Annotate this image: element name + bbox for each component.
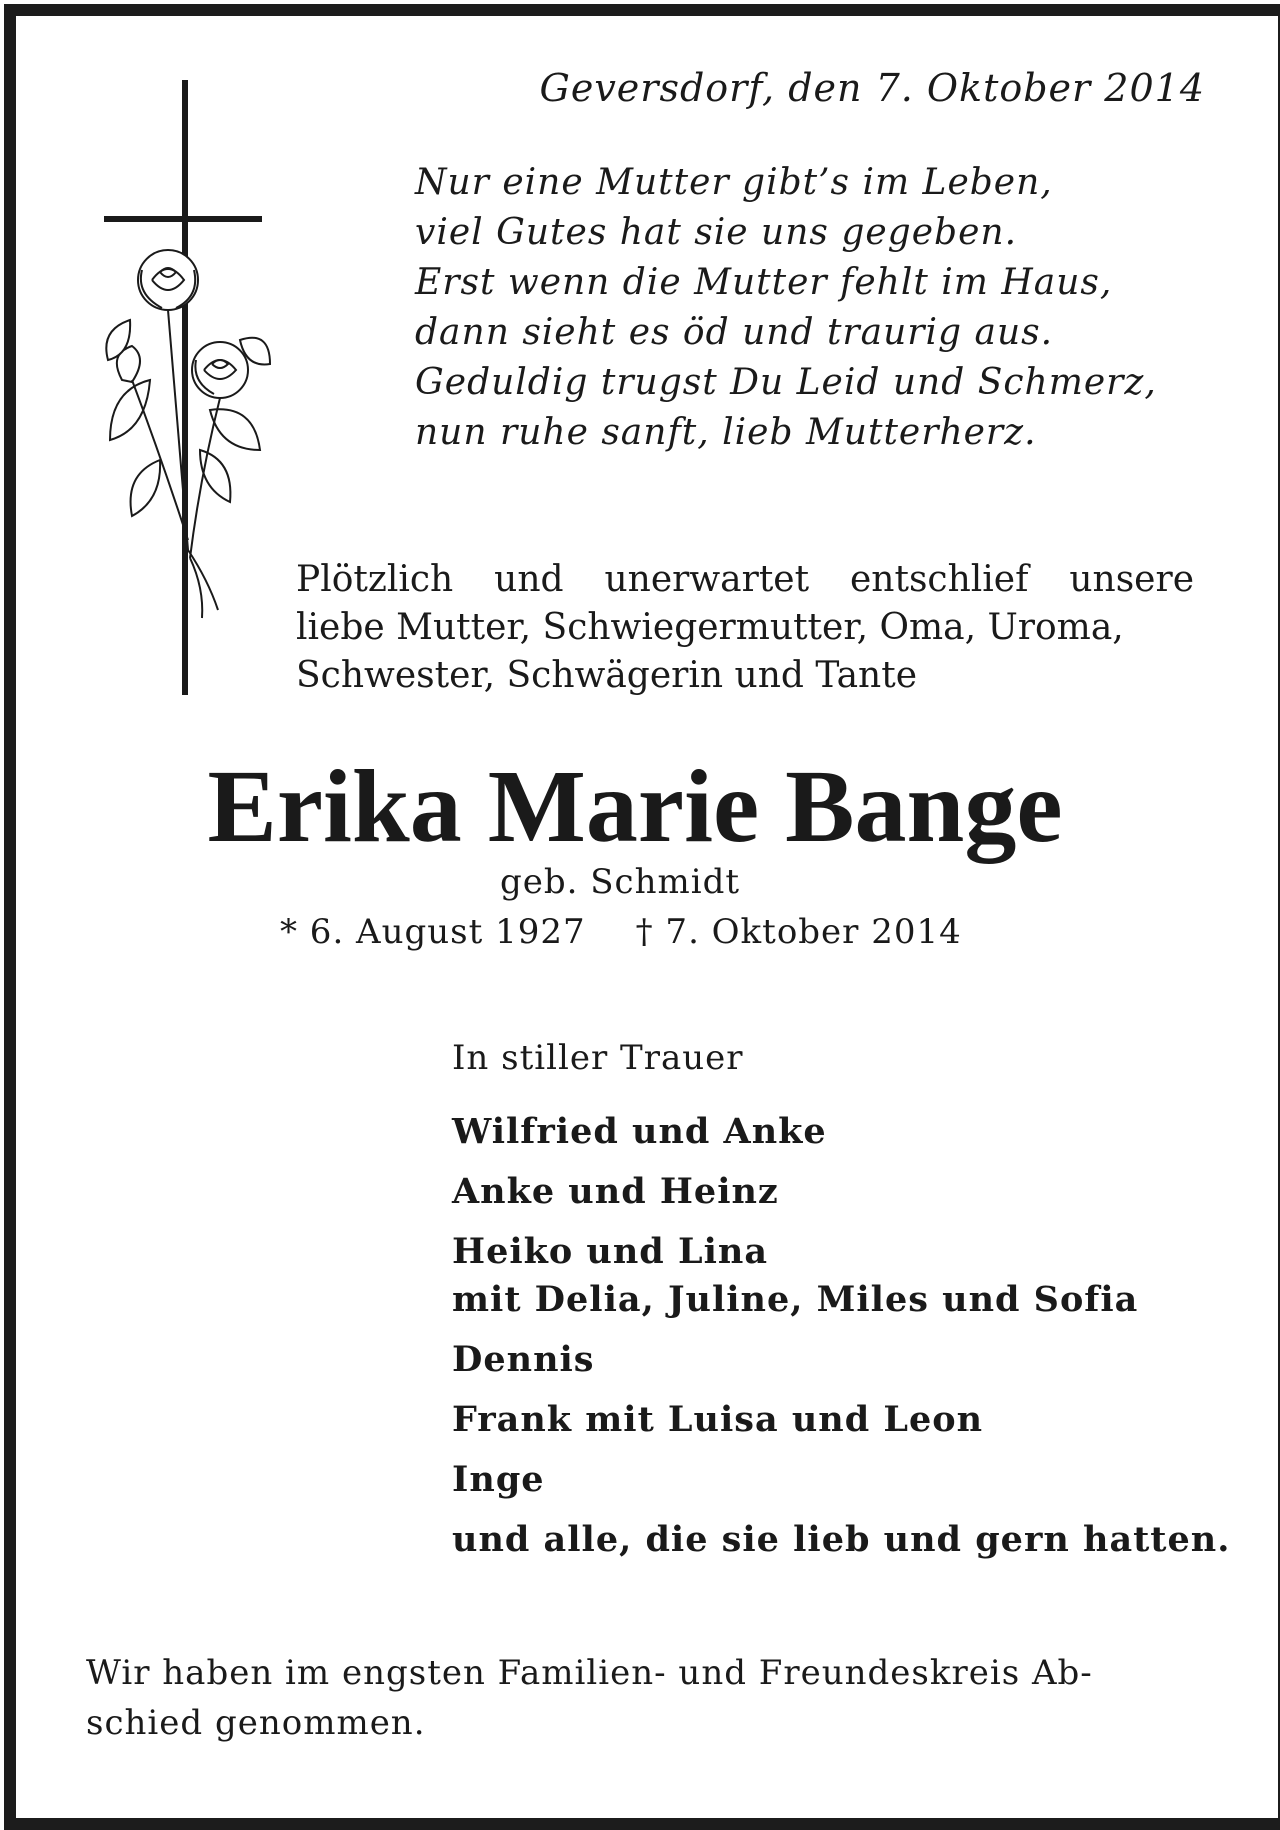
poem-line: dann sieht es öd und traurig aus. — [415, 312, 1054, 353]
mourners-list — [452, 1108, 1230, 1576]
mourner-entry: Dennis — [452, 1339, 595, 1380]
death-date: † 7. Oktober 2014 — [635, 912, 962, 952]
farewell-line: Wir haben im engsten Familien- und Freundeskreis Ab- — [86, 1653, 1093, 1693]
life-dates — [280, 912, 962, 952]
mourner-entry: mit Delia, Juline, Miles und Sofia — [452, 1279, 1139, 1320]
farewell-note — [86, 1648, 1196, 1748]
poem-line: nun ruhe sanft, lieb Mutterherz. — [415, 412, 1037, 453]
poem-line: viel Gutes hat sie uns gegeben. — [415, 212, 1018, 253]
mourner-entry: Heiko und Lina — [452, 1231, 768, 1272]
mourner-entry: und alle, die sie lieb und gern hatten. — [452, 1519, 1231, 1560]
poem — [415, 158, 1157, 458]
poem-line: Geduldig trugst Du Leid und Schmerz, — [415, 362, 1157, 403]
birth-name: geb. Schmidt — [500, 862, 741, 902]
mourner-entry: Anke und Heinz — [452, 1171, 779, 1212]
intro-text — [296, 556, 1194, 700]
mourner-entry: Frank mit Luisa und Leon — [452, 1399, 984, 1440]
mourning-heading: In stiller Trauer — [452, 1038, 744, 1078]
intro-line: Plötzlich und unerwartet entschlief unsere — [296, 559, 1194, 600]
intro-line: liebe Mutter, Schwiegermutter, Oma, Uroma, — [296, 607, 1124, 648]
deceased-name: Erika Marie Bange — [207, 749, 1063, 864]
poem-line: Erst wenn die Mutter fehlt im Haus, — [415, 262, 1113, 303]
cross-with-roses-icon — [90, 80, 280, 700]
mourner-entry: Wilfried und Anke — [452, 1111, 827, 1152]
mourner-entry: Inge — [452, 1459, 545, 1500]
place-date: Geversdorf, den 7. Oktober 2014 — [539, 66, 1205, 110]
intro-line: Schwester, Schwägerin und Tante — [296, 655, 917, 696]
farewell-line: schied genommen. — [86, 1703, 426, 1743]
birth-date: * 6. August 1927 — [280, 912, 586, 952]
poem-line: Nur eine Mutter gibt’s im Leben, — [415, 162, 1053, 203]
